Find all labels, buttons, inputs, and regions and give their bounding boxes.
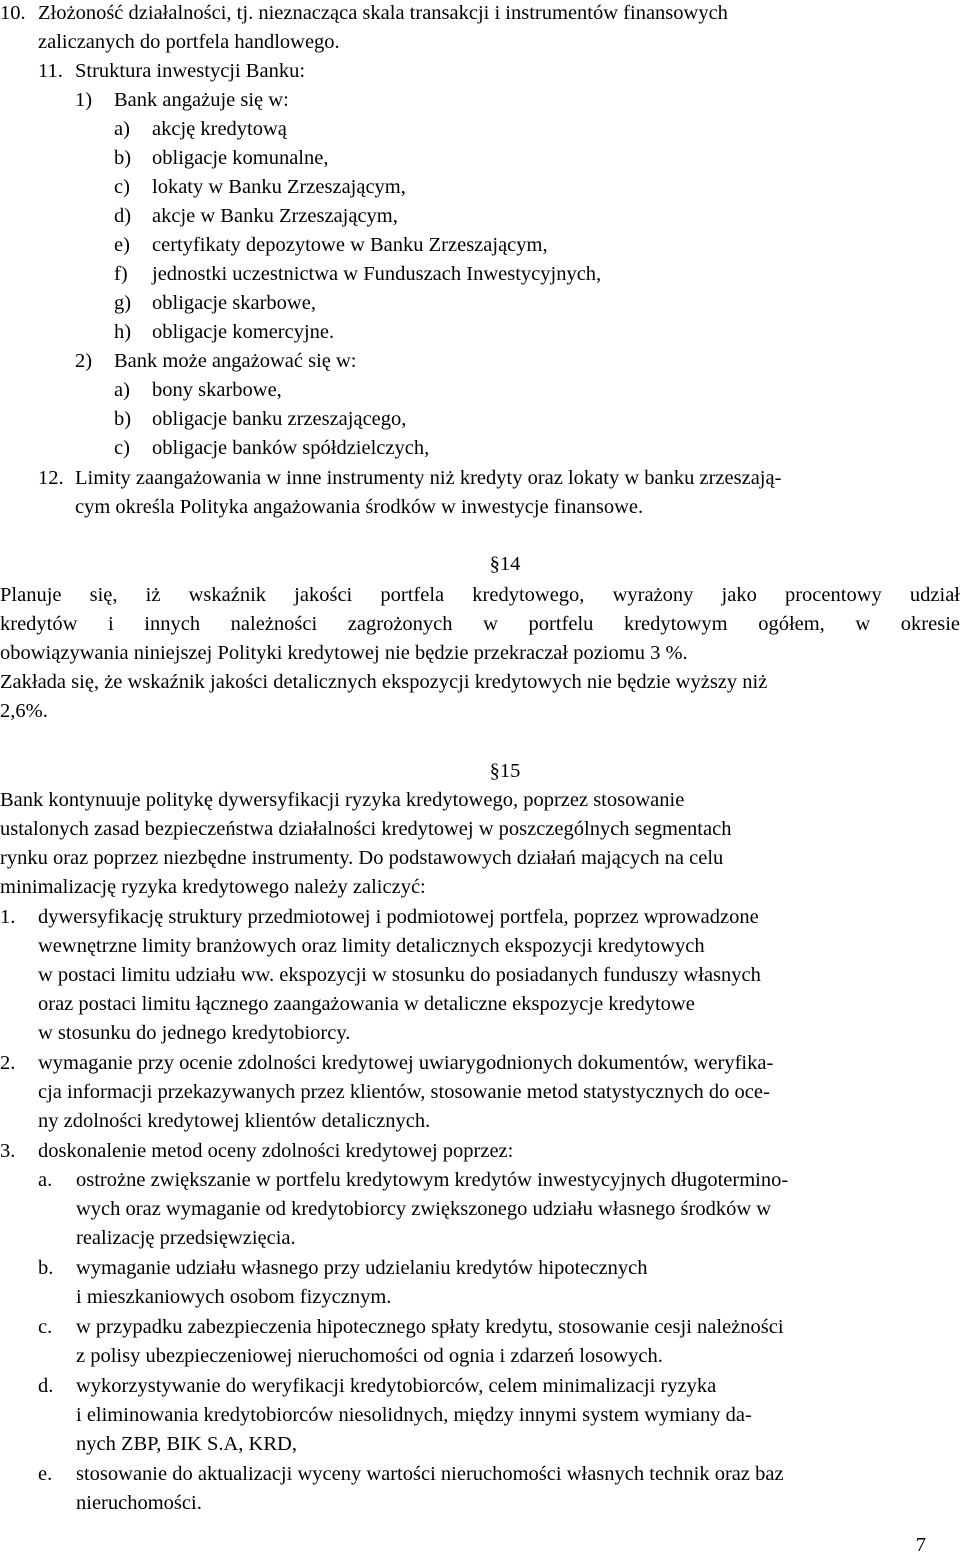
item-text-line: cym określa Polityka angażowania środków w inwestycje finansowe. (75, 496, 644, 518)
list-number: 1) (75, 89, 93, 111)
subpoint-line: ostrożne zwiększanie w portfelu kredytowym kredytów inwestycyjnych długotermino- (76, 1169, 789, 1191)
subpoint-key: b. (38, 1257, 54, 1279)
item-text-line: Złożoność działalności, tj. nieznacząca skala transakcji i instrumentów finansowych (38, 2, 728, 24)
list-item-text: bony skarbowe, (152, 379, 282, 401)
point-line: wewnętrzne limity branżowych oraz limity detalicznych ekspozycji kredytowych (38, 935, 705, 957)
list-label: Bank angażuje się w: (114, 89, 289, 111)
point-line: oraz postaci limitu łącznego zaangażowania w detaliczne ekspozycje kredytowe (38, 993, 695, 1015)
list-item-text: akcje w Banku Zrzeszającym, (152, 205, 398, 227)
point-line: cja informacji przekazywanych przez klientów, stosowanie metod statystycznych do oce- (38, 1081, 770, 1103)
list-item-key: h) (114, 321, 132, 343)
list-item-text: certyfikaty depozytowe w Banku Zrzeszającym, (152, 234, 548, 256)
item-number: 10. (0, 2, 26, 24)
section-heading: §14 (489, 553, 521, 575)
list-item-text: lokaty w Banku Zrzeszającym, (152, 176, 406, 198)
subpoint-key: c. (38, 1316, 53, 1338)
list-item-text: obligacje skarbowe, (152, 292, 316, 314)
point-line: doskonalenie metod oceny zdolności kredytowej poprzez: (38, 1140, 514, 1162)
paragraph-line: Zakłada się, że wskaźnik jakości detalicznych ekspozycji kredytowych nie będzie wyższy niż (0, 671, 768, 693)
list-item-key: a) (114, 379, 130, 401)
paragraph-line: Bank kontynuuje politykę dywersyfikacji ryzyka kredytowego, poprzez stosowanie (0, 789, 685, 811)
paragraph-line: minimalizację ryzyka kredytowego należy zaliczyć: (0, 876, 426, 898)
item-text-line: zaliczanych do portfela handlowego. (38, 31, 340, 53)
list-item-key: b) (114, 147, 132, 169)
paragraph-line: rynku oraz poprzez niezbędne instrumenty. Do podstawowych działań mających na celu (0, 847, 724, 869)
item-text-line: Limity zaangażowania w inne instrumenty niż kredyty oraz lokaty w banku zrzeszają- (75, 467, 782, 489)
paragraph-line: kredytów i innych należności zagrożonych w portfelu kredytowym ogółem, w okresie (0, 613, 960, 635)
item-number: 11. (38, 60, 63, 82)
list-label: Bank może angażować się w: (114, 350, 357, 372)
point-line: w stosunku do jednego kredytobiorcy. (38, 1022, 351, 1044)
paragraph-line: ustalonych zasad bezpieczeństwa działalności kredytowej w poszczególnych segmentach (0, 818, 732, 840)
point-line: w postaci limitu udziału ww. ekspozycji w stosunku do posiadanych funduszy własnych (38, 964, 761, 986)
list-item-text: jednostki uczestnictwa w Funduszach Inwestycyjnych, (152, 263, 602, 285)
list-item-key: a) (114, 118, 130, 140)
paragraph-line: 2,6%. (0, 700, 48, 722)
subpoint-key: e. (38, 1463, 53, 1485)
subpoint-key: a. (38, 1169, 53, 1191)
list-item-text: obligacje banków spółdzielczych, (152, 437, 430, 459)
list-item-text: obligacje komunalne, (152, 147, 329, 169)
subpoint-line: realizację przedsięwzięcia. (76, 1227, 296, 1249)
subpoint-line: w przypadku zabezpieczenia hipotecznego spłaty kredytu, stosowanie cesji należności (76, 1316, 784, 1338)
list-item-key: e) (114, 234, 130, 256)
list-item-text: obligacje banku zrzeszającego, (152, 408, 407, 430)
subpoint-line: stosowanie do aktualizacji wyceny wartości nieruchomości własnych technik oraz baz (76, 1463, 784, 1485)
list-item-key: b) (114, 408, 132, 430)
point-line: wymaganie przy ocenie zdolności kredytowej uwiarygodnionych dokumentów, weryfika- (38, 1052, 774, 1074)
item-text-line: Struktura inwestycji Banku: (75, 60, 306, 82)
item-number: 12. (38, 467, 64, 489)
subpoint-key: d. (38, 1375, 54, 1397)
subpoint-line: i eliminowania kredytobiorców niesolidnych, między innymi system wymiany da- (76, 1404, 752, 1426)
point-number: 1. (0, 906, 16, 928)
point-line: ny zdolności kredytowej klientów detalicznych. (38, 1110, 431, 1132)
list-item-key: g) (114, 292, 132, 314)
list-item-key: d) (114, 205, 132, 227)
list-item-key: c) (114, 437, 130, 459)
paragraph-line: Planuje się, iż wskaźnik jakości portfela kredytowego, wyrażony jako procentowy udział (0, 584, 960, 606)
point-line: dywersyfikację struktury przedmiotowej i podmiotowej portfela, poprzez wprowadzone (38, 906, 759, 928)
list-item-key: f) (114, 263, 128, 285)
subpoint-line: wych oraz wymaganie od kredytobiorcy zwiększonego udziału własnego środków w (76, 1198, 772, 1220)
subpoint-line: nieruchomości. (76, 1492, 202, 1514)
list-number: 2) (75, 350, 93, 372)
point-number: 2. (0, 1052, 16, 1074)
point-number: 3. (0, 1140, 16, 1162)
page-number: 7 (915, 1534, 926, 1556)
subpoint-line: i mieszkaniowych osobom fizycznym. (76, 1286, 392, 1308)
list-item-text: akcję kredytową (152, 118, 287, 140)
section-heading: §15 (489, 760, 521, 782)
paragraph-line: obowiązywania niniejszej Polityki kredytowej nie będzie przekraczał poziomu 3 %. (0, 642, 688, 664)
subpoint-line: wykorzystywanie do weryfikacji kredytobiorców, celem minimalizacji ryzyka (76, 1375, 717, 1397)
subpoint-line: wymaganie udziału własnego przy udzielaniu kredytów hipotecznych (76, 1257, 648, 1279)
subpoint-line: z polisy ubezpieczeniowej nieruchomości od ognia i zdarzeń losowych. (76, 1345, 663, 1367)
list-item-text: obligacje komercyjne. (152, 321, 335, 343)
list-item-key: c) (114, 176, 130, 198)
subpoint-line: nych ZBP, BIK S.A, KRD, (76, 1433, 297, 1455)
